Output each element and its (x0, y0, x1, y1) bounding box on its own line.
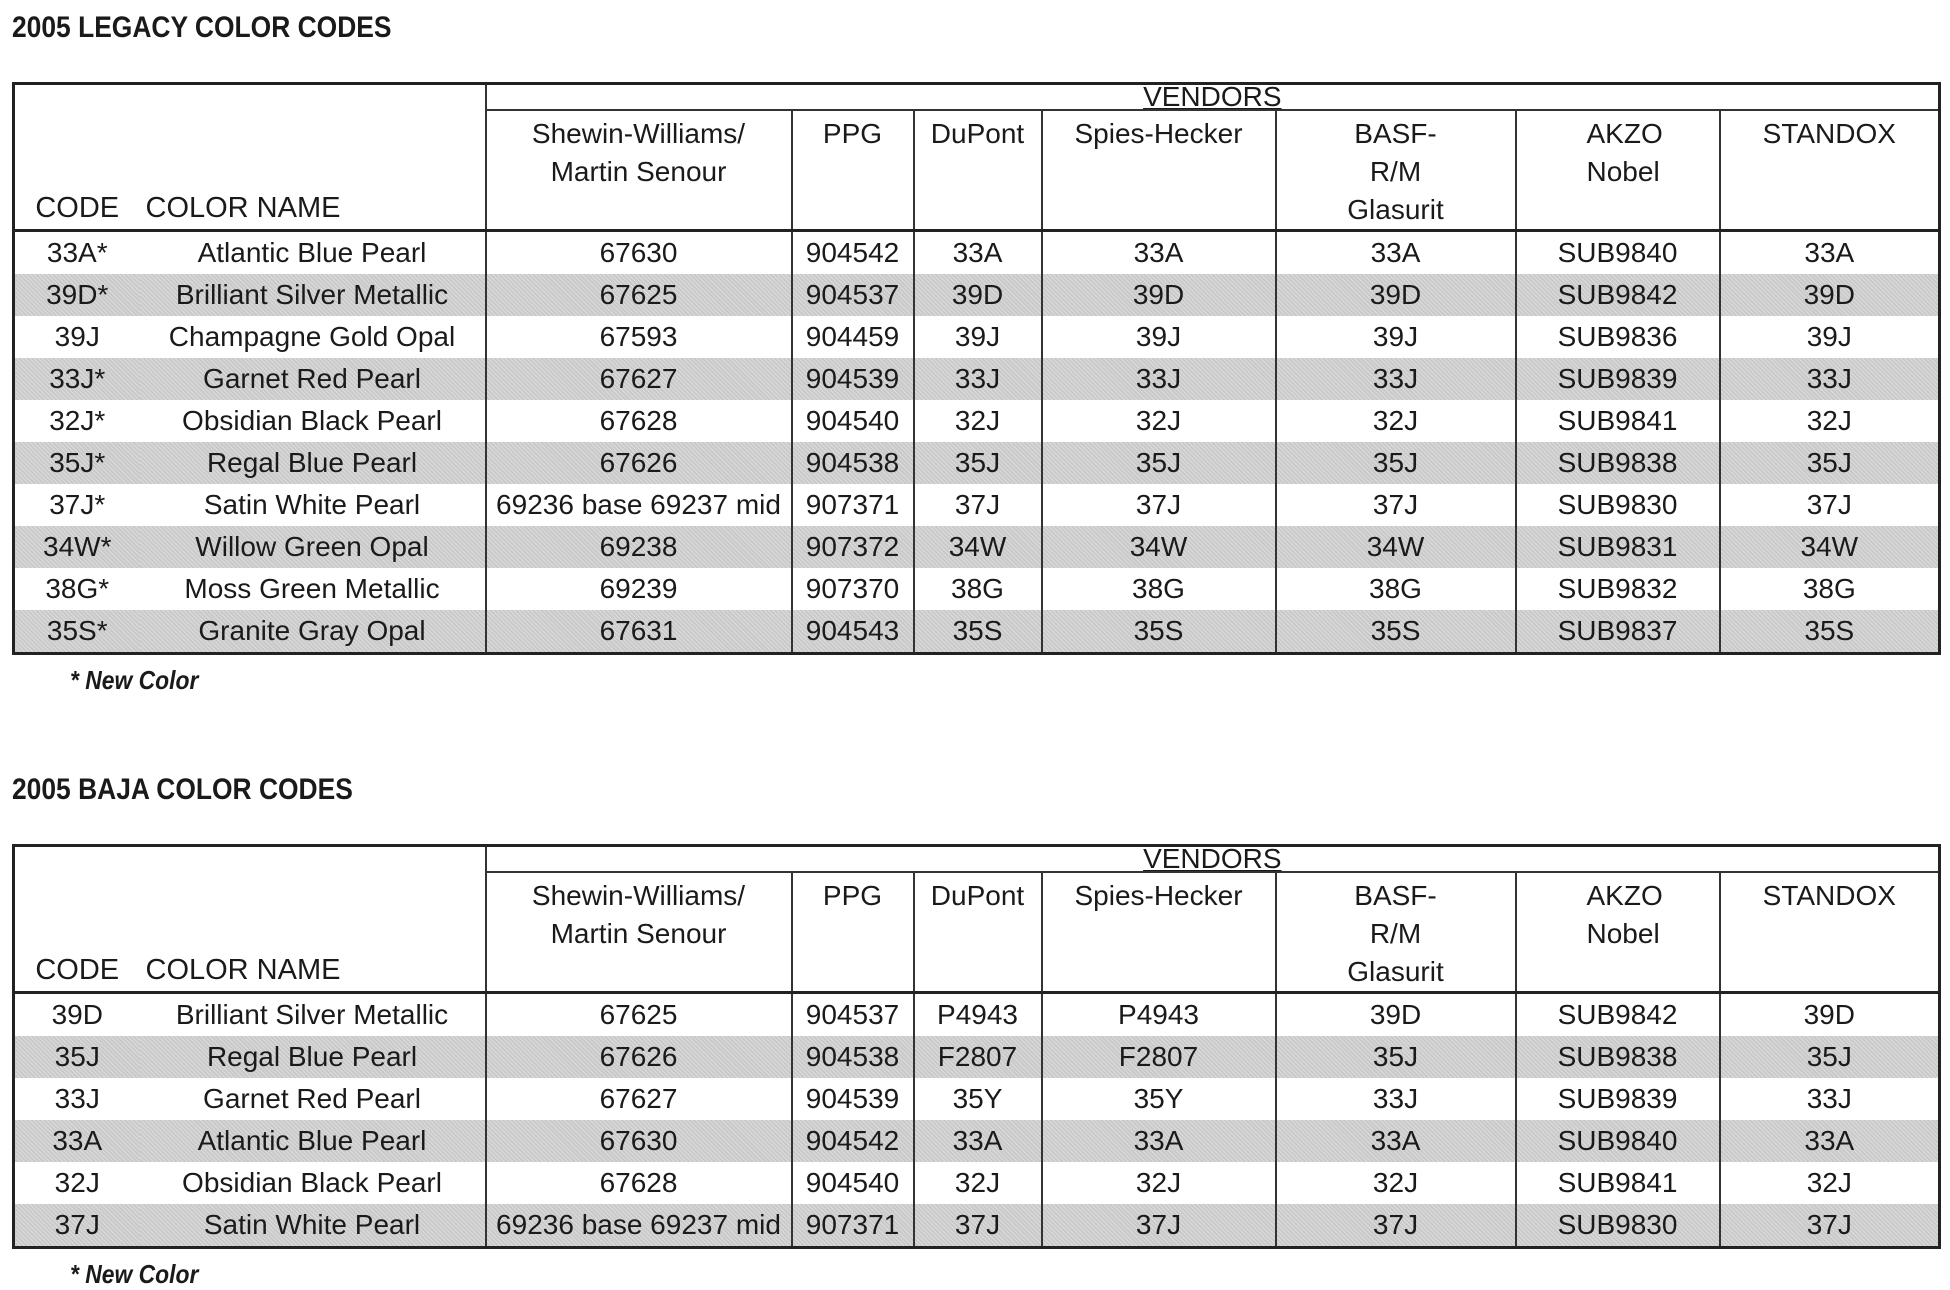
sherwin-cell: 67630 (486, 231, 792, 275)
color-name-cell: Brilliant Silver Metallic (140, 274, 486, 316)
color-name-cell: Atlantic Blue Pearl (140, 1120, 486, 1162)
vendor-header-akzo: AKZO Nobel (1516, 110, 1720, 231)
code-cell: 37J* (49, 489, 106, 520)
vendor-header-basf: BASF-R/M Glasurit (1276, 872, 1516, 993)
code-cell: 35J (14, 1036, 140, 1078)
code-cell: 39J (54, 321, 100, 352)
akzo-cell: SUB9842 (1516, 274, 1720, 316)
ppg-cell: 907372 (792, 526, 914, 568)
header-row-columns (14, 110, 1940, 231)
sherwin-cell: 67625 (486, 993, 792, 1037)
table-row (14, 442, 1940, 484)
spies-hecker-cell: 38G (1042, 568, 1276, 610)
code-cell: 33J (54, 1083, 100, 1114)
vendor-header-basf: BASF-R/M Glasurit (1276, 110, 1516, 231)
standox-cell: 32J (1720, 400, 1940, 442)
standox-cell: 39J (1720, 316, 1940, 358)
akzo-cell: SUB9831 (1516, 526, 1720, 568)
dupont-cell: 32J (914, 1162, 1042, 1204)
dupont-cell: 34W (914, 526, 1042, 568)
spies-hecker-cell: 33A (1042, 231, 1276, 275)
standox-cell: 33A (1720, 1120, 1940, 1162)
code-header: CODE (14, 872, 140, 993)
sherwin-cell: 67593 (486, 316, 792, 358)
spies-hecker-cell: 35J (1042, 442, 1276, 484)
footnote: * New Color (70, 665, 199, 695)
basf-cell: 33A (1276, 1120, 1516, 1162)
standox-cell: 37J (1720, 1204, 1940, 1248)
spies-hecker-cell: 32J (1042, 1162, 1276, 1204)
color-name-cell: Satin White Pearl (140, 1204, 486, 1248)
standox-cell: 37J (1720, 484, 1940, 526)
sherwin-cell: 69236 base 69237 mid (486, 1204, 792, 1248)
ppg-cell: 904537 (792, 274, 914, 316)
table-row (14, 274, 1940, 316)
color-name-cell: Obsidian Black Pearl (182, 1167, 442, 1198)
dupont-cell: 37J (914, 1204, 1042, 1248)
color-name-cell: Regal Blue Pearl (140, 442, 486, 484)
color-name-cell: Regal Blue Pearl (140, 1036, 486, 1078)
color-name-cell: Willow Green Opal (140, 526, 486, 568)
ppg-cell: 904542 (792, 231, 914, 275)
table-row (14, 610, 1940, 654)
vendor-header-akzo: AKZO Nobel (1516, 872, 1720, 993)
standox-cell: 32J (1720, 1162, 1940, 1204)
vendor-header-spies: Spies-Hecker (1042, 110, 1276, 231)
table-row (14, 568, 1940, 610)
ppg-cell: 907370 (792, 568, 914, 610)
basf-cell: 37J (1276, 1204, 1516, 1248)
spies-hecker-cell: 39J (1042, 316, 1276, 358)
ppg-cell: 904537 (792, 993, 914, 1037)
sherwin-cell: 69238 (486, 526, 792, 568)
sherwin-cell: 67628 (486, 400, 792, 442)
color-name-cell: Moss Green Metallic (184, 573, 440, 604)
vendor-header-sherwin: Shewin-Williams/ Martin Senour (486, 872, 792, 993)
ppg-cell: 904543 (792, 610, 914, 654)
dupont-cell: 32J (914, 400, 1042, 442)
standox-cell: 35S (1720, 610, 1940, 654)
color-name-cell: Garnet Red Pearl (140, 358, 486, 400)
code-cell: 34W* (14, 526, 140, 568)
basf-cell: 33J (1276, 358, 1516, 400)
basf-cell: 33J (1276, 1078, 1516, 1120)
spies-hecker-cell: 33A (1042, 1120, 1276, 1162)
akzo-cell: SUB9840 (1516, 231, 1720, 275)
akzo-cell: SUB9839 (1516, 358, 1720, 400)
section-title: 2005 BAJA COLOR CODES (12, 773, 353, 806)
code-cell: 33A* (46, 237, 108, 268)
akzo-cell: SUB9832 (1516, 568, 1720, 610)
vendors-heading: VENDORS (486, 84, 1940, 111)
standox-cell: 35J (1720, 442, 1940, 484)
standox-cell: 33J (1720, 358, 1940, 400)
legacy-section (12, 8, 1938, 696)
ppg-cell: 904539 (792, 358, 914, 400)
color-name-cell: Obsidian Black Pearl (182, 405, 442, 436)
basf-cell: 38G (1276, 568, 1516, 610)
header-row-vendors (14, 846, 1940, 873)
color-name-cell: Atlantic Blue Pearl (197, 237, 427, 268)
dupont-cell: 37J (914, 484, 1042, 526)
standox-cell: 33J (1720, 1078, 1940, 1120)
basf-cell: 35J (1276, 1036, 1516, 1078)
table-row (14, 1120, 1940, 1162)
dupont-cell: 38G (914, 568, 1042, 610)
dupont-cell: 35Y (914, 1078, 1042, 1120)
color-name-header: COLOR NAME (140, 110, 486, 231)
spies-hecker-cell: 39D (1042, 274, 1276, 316)
sherwin-cell: 67627 (486, 358, 792, 400)
dupont-cell: P4943 (914, 993, 1042, 1037)
standox-cell: 33A (1720, 231, 1940, 275)
ppg-cell: 904542 (792, 1120, 914, 1162)
spies-hecker-cell: 34W (1042, 526, 1276, 568)
header-row-columns (14, 872, 1940, 993)
ppg-cell: 904459 (792, 316, 914, 358)
header-row-vendors (14, 84, 1940, 111)
legacy-color-table (12, 82, 1941, 655)
code-cell: 33A (14, 1120, 140, 1162)
table-row (14, 1078, 1940, 1120)
vendor-header-standox: STANDOX (1720, 110, 1940, 231)
code-cell: 39D* (14, 274, 140, 316)
color-name-cell: Garnet Red Pearl (203, 1083, 421, 1114)
sherwin-cell: 67626 (486, 1036, 792, 1078)
sherwin-cell: 67630 (486, 1120, 792, 1162)
sherwin-cell: 67628 (486, 1162, 792, 1204)
sherwin-cell: 67631 (486, 610, 792, 654)
code-header: CODE (14, 110, 140, 231)
ppg-cell: 907371 (792, 484, 914, 526)
dupont-cell: 39D (914, 274, 1042, 316)
dupont-cell: 35J (914, 442, 1042, 484)
spies-hecker-cell: 35Y (1042, 1078, 1276, 1120)
spies-hecker-cell: 32J (1042, 400, 1276, 442)
baja-color-table (12, 844, 1941, 1249)
dupont-cell: 35S (914, 610, 1042, 654)
color-name-cell: Champagne Gold Opal (168, 321, 456, 352)
dupont-cell: 33J (914, 358, 1042, 400)
akzo-cell: SUB9840 (1516, 1120, 1720, 1162)
basf-cell: 39J (1276, 316, 1516, 358)
footnote: * New Color (70, 1259, 199, 1289)
akzo-cell: SUB9838 (1516, 442, 1720, 484)
table-row (14, 358, 1940, 400)
sherwin-cell: 67627 (486, 1078, 792, 1120)
basf-cell: 39D (1276, 993, 1516, 1037)
ppg-cell: 904538 (792, 1036, 914, 1078)
vendor-header-spies: Spies-Hecker (1042, 872, 1276, 993)
dupont-cell: F2807 (914, 1036, 1042, 1078)
color-name-cell: Brilliant Silver Metallic (175, 999, 449, 1030)
legacy-rows (14, 231, 1940, 654)
ppg-cell: 907371 (792, 1204, 914, 1248)
standox-cell: 39D (1720, 993, 1940, 1037)
basf-cell: 32J (1276, 1162, 1516, 1204)
ppg-cell: 904540 (792, 400, 914, 442)
ppg-cell: 904540 (792, 1162, 914, 1204)
akzo-cell: SUB9830 (1516, 1204, 1720, 1248)
table-row (14, 1036, 1940, 1078)
code-cell: 32J (54, 1167, 100, 1198)
spies-hecker-cell: 37J (1042, 484, 1276, 526)
akzo-cell: SUB9830 (1516, 484, 1720, 526)
table-row (14, 993, 1940, 1037)
spies-hecker-cell: 35S (1042, 610, 1276, 654)
akzo-cell: SUB9841 (1516, 400, 1720, 442)
akzo-cell: SUB9842 (1516, 993, 1720, 1037)
basf-cell: 35S (1276, 610, 1516, 654)
ppg-cell: 904539 (792, 1078, 914, 1120)
dupont-cell: 39J (914, 316, 1042, 358)
vendor-header-dupont: DuPont (914, 110, 1042, 231)
akzo-cell: SUB9837 (1516, 610, 1720, 654)
spies-hecker-cell: 37J (1042, 1204, 1276, 1248)
vendor-header-standox: STANDOX (1720, 872, 1940, 993)
akzo-cell: SUB9836 (1516, 316, 1720, 358)
standox-cell: 34W (1720, 526, 1940, 568)
basf-cell: 32J (1276, 400, 1516, 442)
sherwin-cell: 69236 base 69237 mid (486, 484, 792, 526)
code-cell: 35S* (14, 610, 140, 654)
table-row (14, 526, 1940, 568)
vendor-header-dupont: DuPont (914, 872, 1042, 993)
vendor-header-sherwin: Shewin-Williams/ Martin Senour (486, 110, 792, 231)
color-name-cell: Granite Gray Opal (140, 610, 486, 654)
code-cell: 35J* (14, 442, 140, 484)
baja-rows (14, 993, 1940, 1248)
spies-hecker-cell: P4943 (1042, 993, 1276, 1037)
code-cell: 39D (51, 999, 103, 1030)
code-cell: 33J* (14, 358, 140, 400)
code-cell: 32J* (49, 405, 106, 436)
table-row (14, 316, 1940, 358)
table-row (14, 1204, 1940, 1248)
spies-hecker-cell: F2807 (1042, 1036, 1276, 1078)
table-row (14, 231, 1940, 275)
sherwin-cell: 67626 (486, 442, 792, 484)
basf-cell: 34W (1276, 526, 1516, 568)
basf-cell: 35J (1276, 442, 1516, 484)
table-row (14, 400, 1940, 442)
sherwin-cell: 69239 (486, 568, 792, 610)
section-title: 2005 LEGACY COLOR CODES (12, 11, 392, 44)
vendor-header-ppg: PPG (792, 110, 914, 231)
vendor-header-ppg: PPG (792, 872, 914, 993)
akzo-cell: SUB9838 (1516, 1036, 1720, 1078)
color-name-cell: Satin White Pearl (203, 489, 421, 520)
sherwin-cell: 67625 (486, 274, 792, 316)
standox-cell: 38G (1720, 568, 1940, 610)
akzo-cell: SUB9841 (1516, 1162, 1720, 1204)
basf-cell: 37J (1276, 484, 1516, 526)
code-cell: 37J (14, 1204, 140, 1248)
table-row (14, 484, 1940, 526)
basf-cell: 33A (1276, 231, 1516, 275)
standox-cell: 35J (1720, 1036, 1940, 1078)
color-name-header: COLOR NAME (140, 872, 486, 993)
ppg-cell: 904538 (792, 442, 914, 484)
akzo-cell: SUB9839 (1516, 1078, 1720, 1120)
table-row (14, 1162, 1940, 1204)
dupont-cell: 33A (914, 1120, 1042, 1162)
standox-cell: 39D (1720, 274, 1940, 316)
basf-cell: 39D (1276, 274, 1516, 316)
dupont-cell: 33A (914, 231, 1042, 275)
code-cell: 38G* (45, 573, 110, 604)
baja-section (12, 770, 1938, 1290)
vendors-heading: VENDORS (486, 846, 1940, 873)
spies-hecker-cell: 33J (1042, 358, 1276, 400)
